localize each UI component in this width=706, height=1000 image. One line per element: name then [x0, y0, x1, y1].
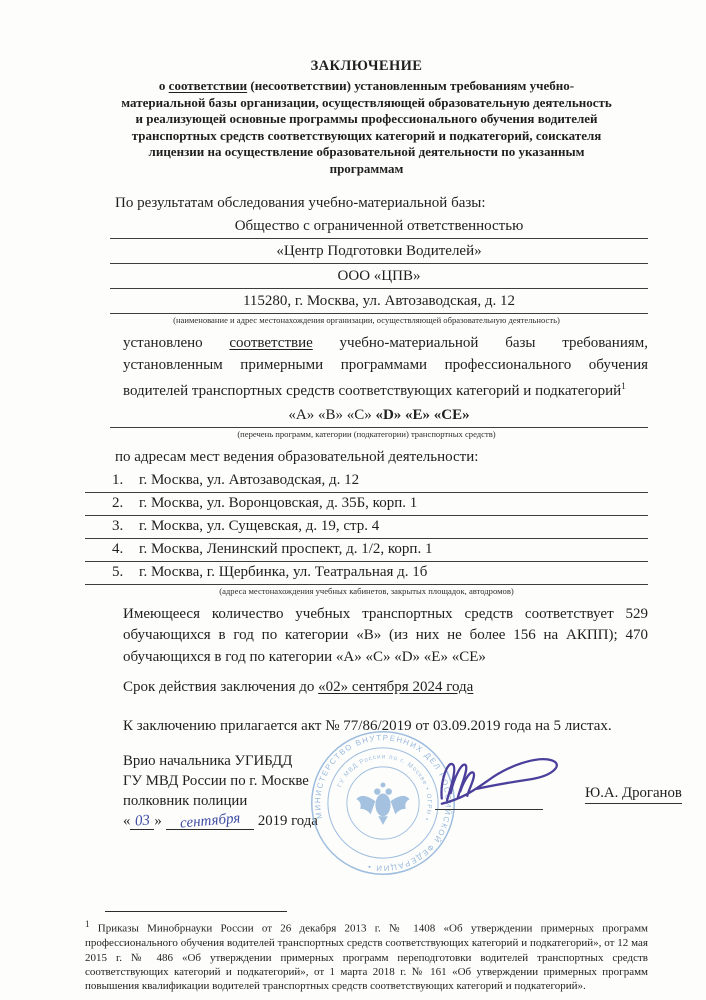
address-number: 2. — [112, 495, 124, 512]
footnote-body: Приказы Минобрнауки России от 26 декабря 2013 г. № 1408 «Об утверждении примерных программ профессионального обучения водителей транспортных средств соответствующих категорий и подкатегорий», от 12 мая 2015 г. № 486 «Об утверждении примерных программ переподготовки водителей транспортных средств соответствующих категорий и подкатегорий», от 1 марта 2018 г. № 161 «Об утверждении примерных программ повышения квалификации водителей транспортных средств соответствующих категорий и подкатегорий». — [85, 922, 648, 993]
conclusion-paragraph — [123, 333, 648, 403]
categories-bold: «D» «Е» «СЕ» — [375, 406, 470, 423]
subtitle-prefix: о — [158, 78, 169, 93]
footnote-text — [85, 917, 648, 994]
signer-position-block — [123, 751, 318, 831]
organization-address: 115280, г. Москва, ул. Автозаводская, д. 12 — [110, 291, 648, 314]
intro-line: По результатам обследования учебно-материальной базы: — [115, 194, 486, 211]
addresses-intro: по адресам мест ведения образовательной деятельности: — [115, 448, 479, 465]
addresses-caption: (адреса местонахождения учебных кабинетов, закрытых площадок, автодромов) — [219, 585, 514, 596]
date-day-blank — [130, 814, 154, 830]
organization-name-short: ООО «ЦПВ» — [110, 266, 648, 289]
organization-block — [85, 216, 648, 326]
address-text: г. Москва, ул. Воронцовская, д. 35Б, корп. 1 — [139, 495, 418, 512]
signature-icon — [433, 749, 565, 811]
signer-position-line: полковник полиции — [123, 793, 248, 810]
validity-prefix: Срок действия заключения до — [123, 679, 319, 696]
signer-name: Ю.А. Дроганов — [585, 785, 682, 804]
conclusion-rest: учебно-материальной базы требованиям, установленным примерными программами профессионального обучения водителей транспортных средств соответствующих категорий и подкатегорий — [123, 335, 648, 400]
validity-date: «02» сентября 2024 года — [318, 679, 474, 696]
subtitle-underlined-word: соответствии — [168, 78, 248, 93]
organization-name-full: Общество с ограниченной ответственностью — [110, 216, 648, 239]
date-year: 2019 года — [257, 813, 318, 830]
categories-caption: (перечень программ, категории (подкатегории) транспортных средств) — [237, 428, 496, 439]
address-row — [85, 540, 648, 562]
address-row — [85, 471, 648, 493]
document-subtitle — [118, 78, 616, 178]
organization-name-quoted: «Центр Подготовки Водителей» — [110, 241, 648, 264]
categories-line — [110, 405, 648, 428]
address-text: г. Москва, Ленинский проспект, д. 1/2, корп. 1 — [139, 541, 433, 558]
date-month-blank — [166, 810, 254, 832]
signer-position-line: ГУ МВД России по г. Москве — [123, 773, 309, 790]
date-open-quote: « — [123, 813, 131, 830]
address-text: г. Москва, г. Щербинка, ул. Театральная д. 1б — [139, 564, 428, 581]
address-number: 5. — [112, 564, 124, 581]
footnote-ref: 1 — [85, 919, 90, 930]
address-row — [85, 517, 648, 539]
signer-position-line: Врио начальника УГИБДД — [123, 753, 293, 770]
address-number: 3. — [112, 518, 124, 535]
validity-line — [123, 677, 648, 699]
stamp-inner-text: ГУ МВД России по г. Москве • ОГРН • — [336, 753, 433, 823]
stamp-outer-text: МИНИСТЕРСТВО ВНУТРЕННИХ ДЕЛ РОССИЙСКОЙ ФЕДЕРАЦИИ • — [313, 733, 453, 873]
organization-caption: (наименование и адрес местонахождения организации, осуществляющей образовательную деятельность) — [173, 315, 560, 326]
capacity-paragraph: Имеющееся количество учебных транспортных средств соответствует 529 обучающихся в год по категории «В» (из них не более 156 на АКПП); 470 обучающихся в год по категории «А» «С» «D» «Е» «СЕ» — [123, 605, 648, 665]
subtitle-rest: (несоответствии) установленным требованиям учебно-материальной базы организации, осуществляющей образовательную деятельность и реализующей основные программы профессионального обучения водителей транспортных средств соответствующих категорий и подкатегорий, соискателя лицензии на осуществление образовательной деятельности по указанным программам — [121, 78, 612, 176]
act-line: К заключению прилагается акт № 77/86/2019 от 03.09.2019 года на 5 листах. — [123, 717, 612, 734]
signature-date-line — [123, 811, 318, 831]
address-number: 1. — [112, 472, 124, 489]
address-text: г. Москва, ул. Сущевская, д. 19, стр. 4 — [139, 518, 380, 535]
footnote-separator — [105, 911, 287, 912]
addresses-list — [85, 471, 648, 597]
address-number: 4. — [112, 541, 124, 558]
footnote-block — [85, 911, 648, 994]
signature-underline — [435, 809, 543, 810]
title-block — [85, 58, 648, 178]
signature-block — [85, 733, 682, 889]
address-text: г. Москва, ул. Автозаводская, д. 12 — [139, 472, 360, 489]
date-close-quote: » — [154, 813, 162, 830]
handwritten-day: 03 — [134, 812, 151, 830]
categories-regular: «А» «В» «С» — [288, 406, 376, 423]
address-row — [85, 494, 648, 516]
conclusion-prefix: установлено — [123, 335, 230, 352]
double-eagle-icon — [356, 783, 409, 825]
footnote-reference-mark: 1 — [621, 381, 626, 392]
conclusion-underlined-word: соответствие — [229, 335, 313, 352]
handwritten-month: сентября — [178, 810, 241, 832]
document-heading: ЗАКЛЮЧЕНИЕ — [310, 58, 423, 74]
address-row — [85, 563, 648, 585]
